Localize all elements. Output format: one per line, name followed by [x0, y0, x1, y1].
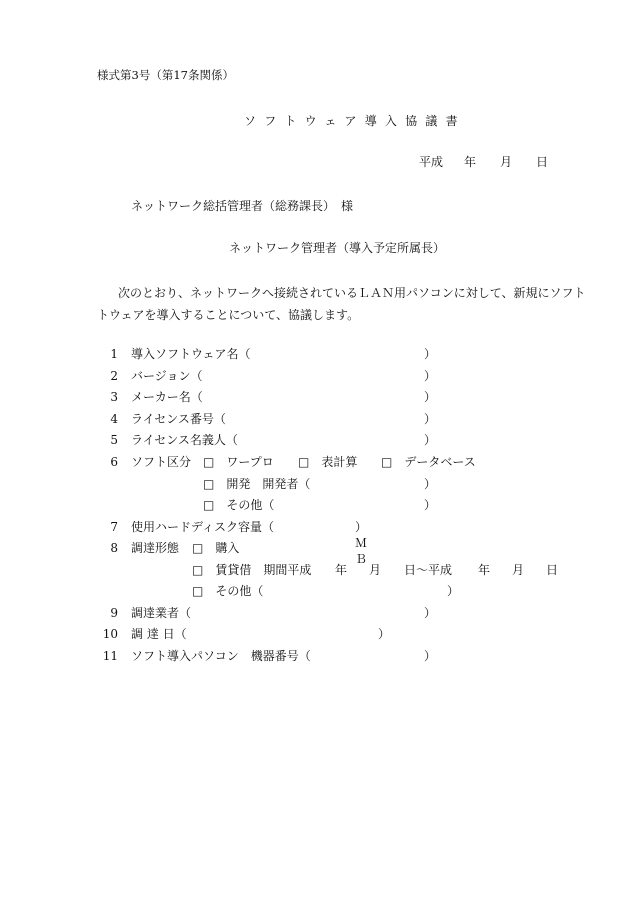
checkbox-other-procurement[interactable]: □ その他（ — [192, 584, 264, 598]
item-close: ） — [378, 627, 391, 641]
checkbox-hyoukeisan[interactable]: □ 表計算 — [298, 455, 358, 469]
item-number: 9 — [110, 606, 118, 620]
item-label: 調達形態 — [131, 541, 180, 555]
checkbox-wapro[interactable]: □ ワープロ — [203, 455, 274, 469]
item-number: 8 — [110, 541, 118, 555]
item-number: 10 — [102, 627, 118, 641]
item-close: ） — [424, 606, 437, 620]
item-label: 調 達 日（ — [131, 627, 187, 641]
item-number: 4 — [110, 412, 118, 426]
item-number: 7 — [110, 520, 118, 534]
checkbox-other-software[interactable]: □ その他（ — [203, 498, 275, 512]
lease-year-2: 年 — [478, 563, 491, 577]
body-text — [97, 282, 597, 326]
item-close: ） — [424, 433, 437, 447]
date-day: 日 — [536, 155, 549, 169]
item-label: メーカー名（ — [131, 390, 203, 404]
item-close: ） — [424, 390, 437, 404]
item-label: ライセンス番号（ — [131, 412, 226, 426]
body-line-2: トウェアを導入することについて、協議します。 — [97, 308, 360, 322]
date-era: 平成 — [419, 155, 444, 169]
checkbox-database[interactable]: □ データベース — [381, 455, 476, 469]
lease-month-1: 月 — [369, 563, 382, 577]
item-number: 11 — [102, 649, 118, 663]
body-line-1: 次のとおり、ネットワークへ接続されているＬＡＮ用パソコンに対して、新規にソフト — [118, 286, 586, 300]
item-number: 3 — [110, 390, 118, 404]
item-label: ソフト導入パソコン 機器番号（ — [131, 649, 311, 663]
item-close: ） — [424, 347, 437, 361]
date-month: 月 — [500, 155, 513, 169]
item-number: 2 — [110, 369, 118, 383]
lease-month-2: 月 — [512, 563, 525, 577]
item-close: ） — [424, 412, 437, 426]
checkbox-purchase[interactable]: □ 購入 — [192, 541, 240, 555]
item-close: ） — [424, 498, 437, 512]
sender: ネットワーク管理者（導入予定所属長） — [229, 241, 446, 255]
item-close: ） — [447, 584, 460, 598]
form-number: 様式第3号（第17条関係） — [97, 68, 234, 82]
lease-year-1: 年 — [335, 563, 348, 577]
lease-day-2: 日 — [546, 563, 559, 577]
document-title: ソフトウェア導入協議書 — [244, 114, 466, 128]
item-number: 6 — [110, 455, 118, 469]
item-close: ）ＭＢ — [355, 520, 368, 566]
item-close: ） — [424, 649, 437, 663]
date-year: 年 — [464, 155, 477, 169]
item-label: ソフト区分 — [131, 455, 192, 469]
checkbox-kaihatsu[interactable]: □ 開発 開発者（ — [203, 477, 311, 491]
item-close: ） — [424, 477, 437, 491]
item-label: 使用ハードディスク容量（ — [131, 520, 275, 534]
item-close: ） — [424, 369, 437, 383]
addressee: ネットワーク総括管理者（総務課長） 様 — [131, 199, 354, 213]
item-number: 5 — [110, 433, 118, 447]
item-label: 導入ソフトウェア名（ — [131, 347, 251, 361]
item-number: 1 — [110, 347, 118, 361]
checkbox-lease[interactable]: □ 賃貸借 期間平成 — [192, 563, 312, 577]
lease-day-1-to: 日～平成 — [404, 563, 453, 577]
item-label: 調達業者（ — [131, 606, 192, 620]
item-label: バージョン（ — [131, 369, 203, 383]
item-label: ライセンス名義人（ — [131, 433, 238, 447]
